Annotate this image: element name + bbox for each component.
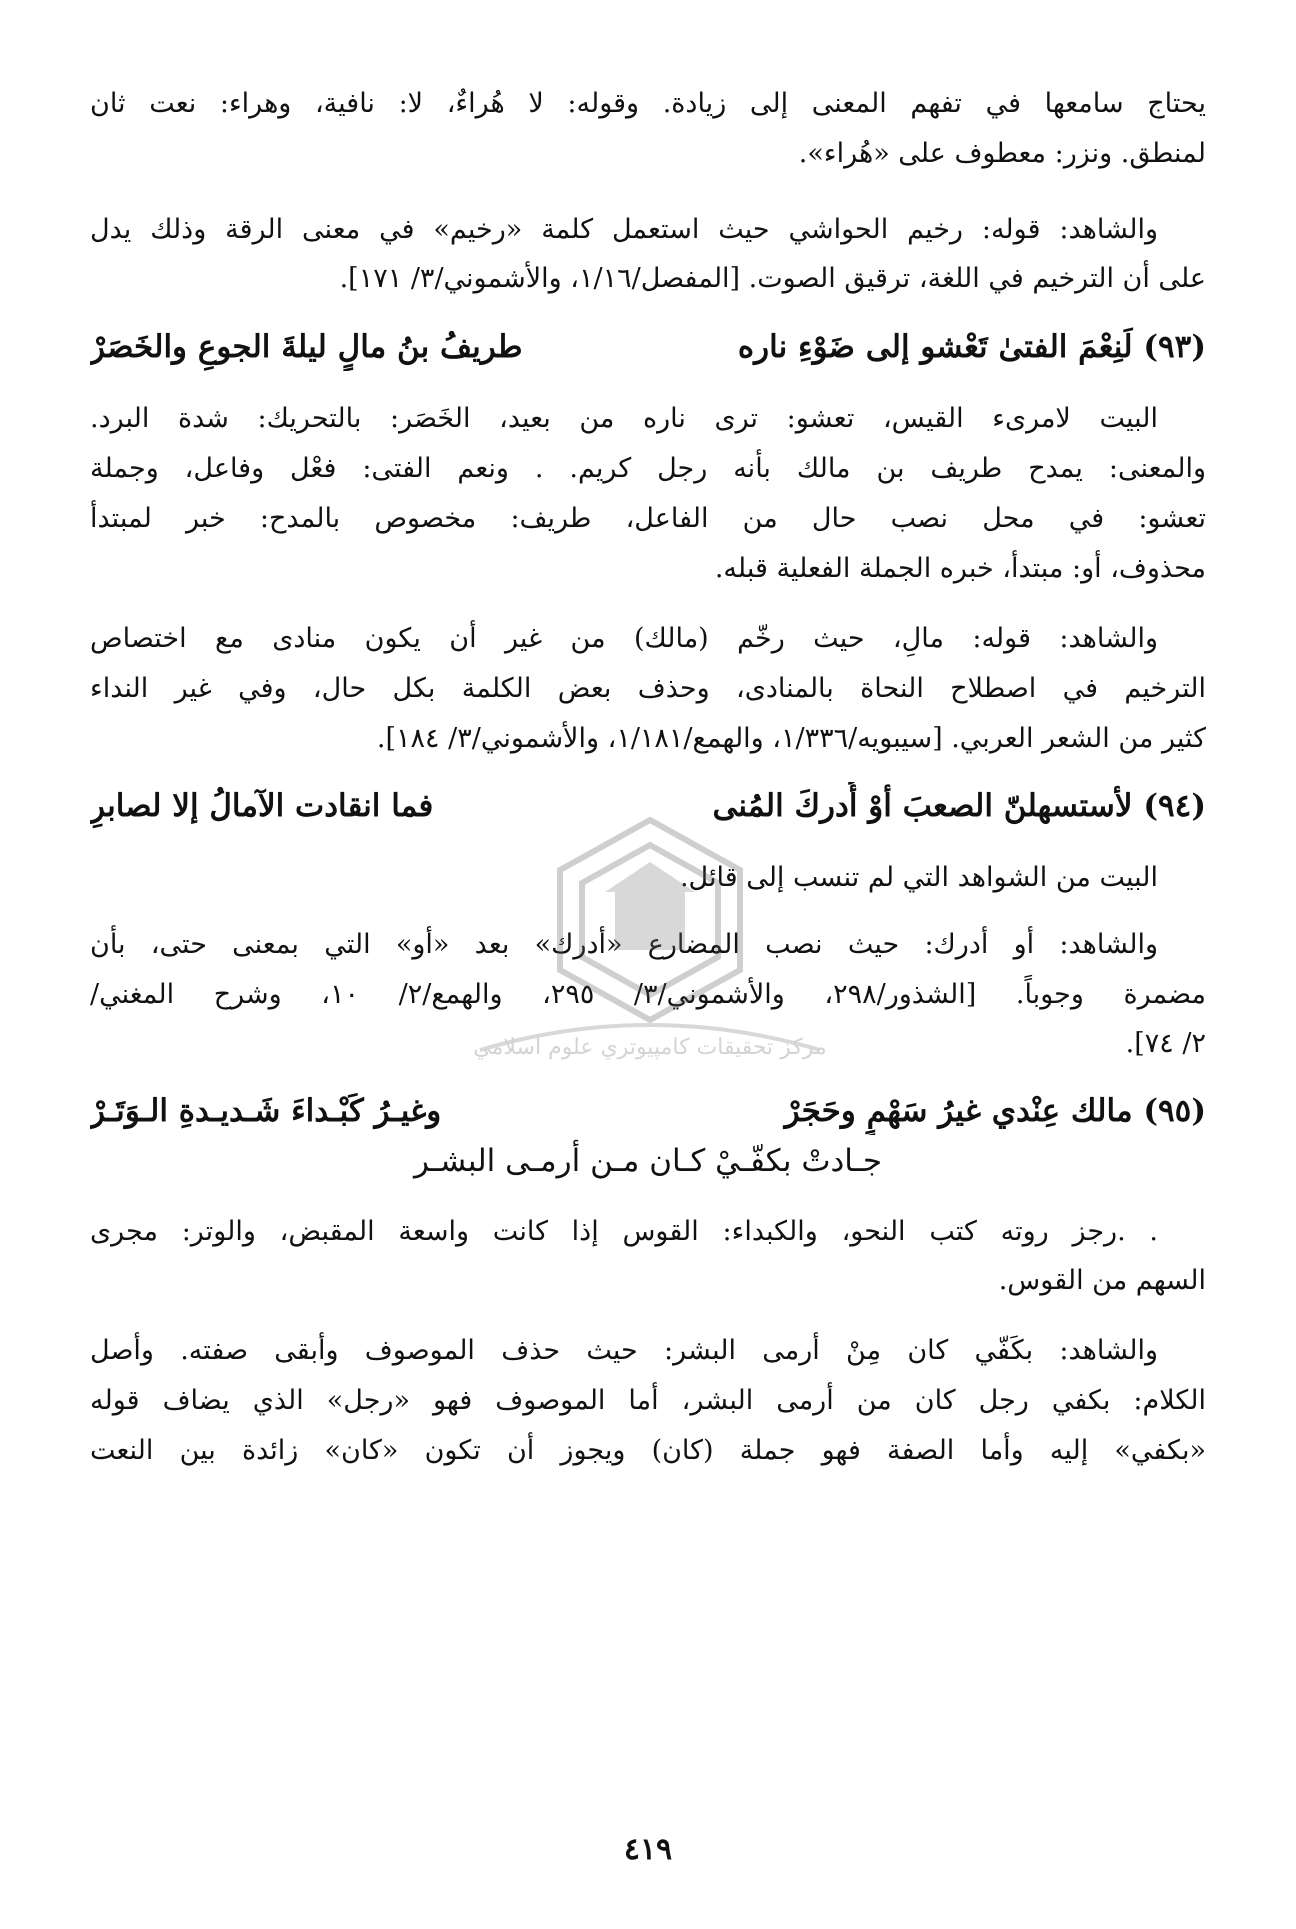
verse-94 [90, 782, 1206, 830]
text-line: السهم من القوس. [998, 1265, 1206, 1296]
text-line: محذوف، أو: مبتدأ، خبره الجملة الفعلية قبله. [714, 553, 1206, 584]
watermark-caption: مركز تحقيقات كامپيوتري علوم اسلامي [473, 1035, 827, 1060]
verse-first-hemistich: (٩٣) لَنِعْمَ الفتىٰ تَعْشو إلى ضَوْءِ ناره [737, 329, 1206, 365]
text-line: البيت من الشواهد التي لم تنسب إلى قائل. [679, 862, 1158, 893]
text-line: والشاهد: قوله: مالِ، حيث رخّم (مالك) من غير أن يكون منادى مع اختصاص [90, 623, 1158, 654]
verse-first-hemistich: (٩٥) مالك عِنْدي غيرُ سَهْمٍ وحَجَرْ [784, 1093, 1206, 1129]
text-line: والشاهد: قوله: رخيم الحواشي حيث استعمل كلمة «رخيم» في معنى الرقة وذلك يدل [90, 214, 1158, 245]
verse-first-hemistich: (٩٤) لأستسهلنّ الصعبَ أوْ أُدركَ المُنى [712, 788, 1206, 824]
text-line: ٢/ ٧٤]. [1125, 1028, 1206, 1059]
text-line: والشاهد: أو أدرك: حيث نصب المضارع «أدرك» بعد «أو» التي بمعنى حتى، بأن [90, 929, 1158, 960]
text-line: الترخيم في اصطلاح النحاة بالمنادى، وحذف بعض الكلمة بكل حال، وفي غير النداء [90, 673, 1206, 704]
page-number: ٤١٩ [623, 1832, 673, 1867]
text-line: البيت لامرىء القيس، تعشو: ترى ناره من بعيد، الخَصَر: بالتحريك: شدة البرد. [90, 403, 1158, 434]
verse-93 [90, 323, 1206, 371]
verse-second-hemistich: فما انقادت الآمالُ إلا لصابرِ [90, 788, 434, 824]
text-line: على أن الترخيم في اللغة، ترقيق الصوت. [المفصل/١/١٦، والأشموني/٣/ ١٧١]. [339, 263, 1206, 294]
verse-95-continuation [90, 1137, 1206, 1185]
verse-95 [90, 1087, 1206, 1135]
text-line: تعشو: في محل نصب حال من الفاعل، طريف: مخصوص بالمدح: خبر لمبتدأ [90, 503, 1206, 534]
text-line: والمعنى: يمدح طريف بن مالك بأنه رجل كريم. . ونعم الفتى: فعْل وفاعل، وجملة [90, 453, 1206, 484]
text-line: مضمرة وجوباً. [الشذور/٢٩٨، والأشموني/٣/ ٢٩٥، والهمع/٢/ ١٠، وشرح المغني/ [90, 979, 1206, 1010]
text-line: لمنطق. ونزر: معطوف على «هُراء». [798, 138, 1206, 169]
text-line: كثير من الشعر العربي. [سيبويه/١/٣٣٦، والهمع/١/١٨١، والأشموني/٣/ ١٨٤]. [376, 723, 1206, 754]
verse-second-hemistich: طريفُ بنُ مالٍ ليلةَ الجوعِ والخَصَرْ [90, 329, 523, 365]
text-line: الكلام: بكفي رجل كان من أرمى البشر، أما الموصوف فهو «رجل» الذي يضاف قوله [90, 1385, 1206, 1416]
text-line: «بكفي» إليه وأما الصفة فهو جملة (كان) ويجوز أن تكون «كان» زائدة بين النعت [90, 1435, 1206, 1466]
text-line: يحتاج سامعها في تفهم المعنى إلى زيادة. وقوله: لا هُراءٌ، لا: نافية، وهراء: نعت ثان [90, 88, 1206, 119]
text-line: والشاهد: بكَفّي كان مِنْ أرمى البشر: حيث حذف الموصوف وأبقى صفته. وأصل [90, 1335, 1158, 1366]
verse-third-hemistich: جـادتْ بكفّـيْ كـان مـن أرمـى البشـر [414, 1143, 882, 1179]
verse-second-hemistich: وغيـرُ كَبْـداءَ شَـديـدةِ الـوَتَـرْ [90, 1093, 442, 1129]
text-line: . .رجز روته كتب النحو، والكبداء: القوس إذا كانت واسعة المقبض، والوتر: مجرى [90, 1216, 1158, 1247]
